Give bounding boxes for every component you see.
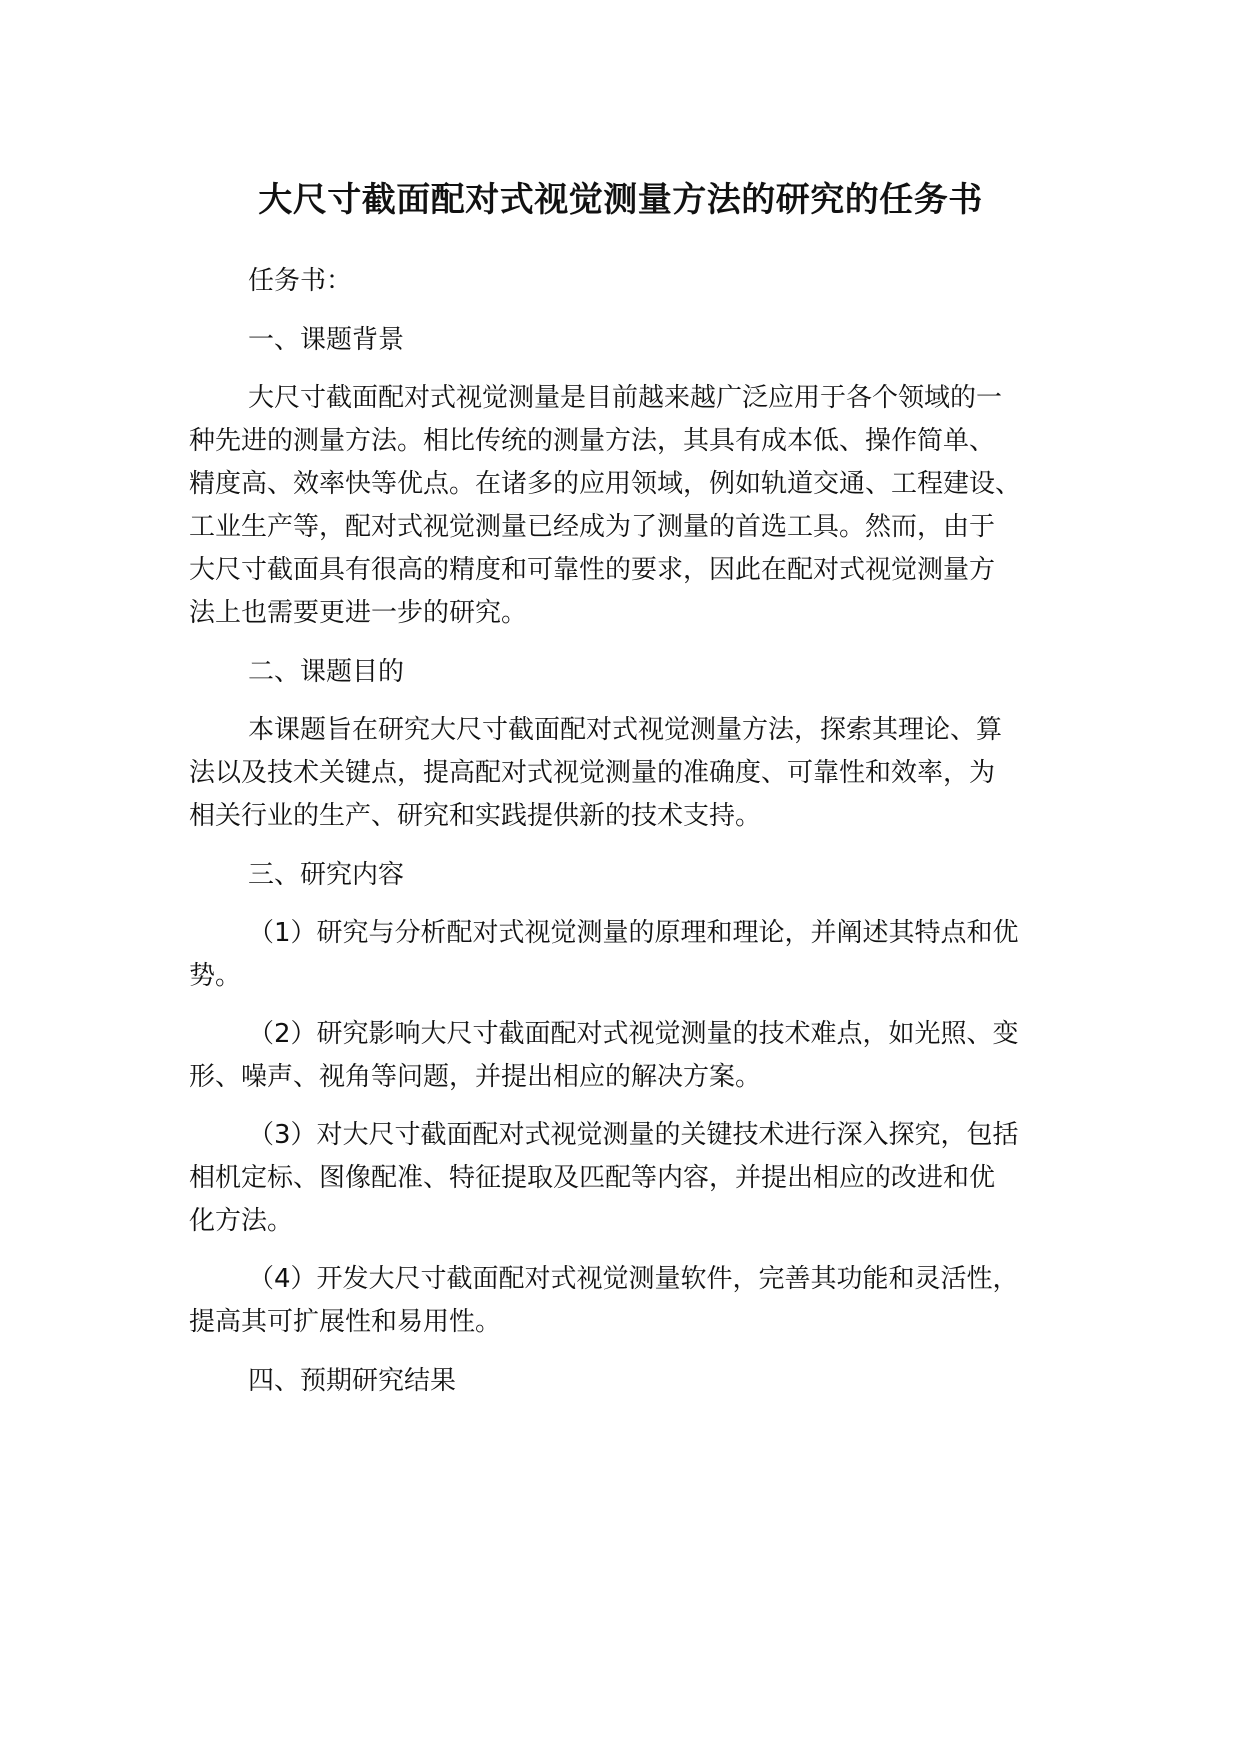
- list-item-1-line: （1）研究与分析配对式视觉测量的原理和理论，并阐述其特点和优: [248, 918, 1019, 948]
- paragraph-line: 种先进的测量方法。相比传统的测量方法，其具有成本低、操作简单、: [189, 426, 996, 456]
- list-item-3-line: 相机定标、图像配准、特征提取及匹配等内容，并提出相应的改进和优: [189, 1163, 996, 1193]
- paragraph-line: 精度高、效率快等优点。在诸多的应用领域，例如轨道交通、工程建设、: [189, 469, 1022, 499]
- list-item-4-line: 提高其可扩展性和易用性。: [189, 1307, 502, 1337]
- paragraph-line: 法上也需要更进一步的研究。: [189, 598, 528, 628]
- section-heading-expected-results: 四、预期研究结果: [248, 1366, 457, 1396]
- paragraph-line: 本课题旨在研究大尺寸截面配对式视觉测量方法，探索其理论、算: [248, 715, 1003, 745]
- paragraph-line: 相关行业的生产、研究和实践提供新的技术支持。: [189, 801, 762, 831]
- paragraph-line: 大尺寸截面具有很高的精度和可靠性的要求，因此在配对式视觉测量方: [189, 555, 996, 585]
- paragraph-line: 法以及技术关键点，提高配对式视觉测量的准确度、可靠性和效率，为: [189, 758, 996, 788]
- list-item-2-line: （2）研究影响大尺寸截面配对式视觉测量的技术难点，如光照、变: [248, 1019, 1019, 1049]
- list-item-2-line: 形、噪声、视角等问题，并提出相应的解决方案。: [189, 1062, 762, 1092]
- section-heading-background: 一、课题背景: [248, 325, 405, 355]
- paragraph-line: 大尺寸截面配对式视觉测量是目前越来越广泛应用于各个领域的一: [248, 383, 1003, 413]
- paragraph-line: 工业生产等，配对式视觉测量已经成为了测量的首选工具。然而，由于: [189, 512, 996, 542]
- section-heading-purpose: 二、课题目的: [248, 657, 405, 687]
- task-book-label: 任务书：: [248, 266, 353, 296]
- list-item-3-line: 化方法。: [189, 1206, 294, 1236]
- document-title: 大尺寸截面配对式视觉测量方法的研究的任务书: [258, 180, 983, 220]
- list-item-4-line: （4）开发大尺寸截面配对式视觉测量软件，完善其功能和灵活性，: [248, 1264, 1019, 1294]
- list-item-3-line: （3）对大尺寸截面配对式视觉测量的关键技术进行深入探究，包括: [248, 1120, 1019, 1150]
- list-item-1-line: 势。: [189, 961, 242, 991]
- section-heading-content: 三、研究内容: [248, 860, 405, 890]
